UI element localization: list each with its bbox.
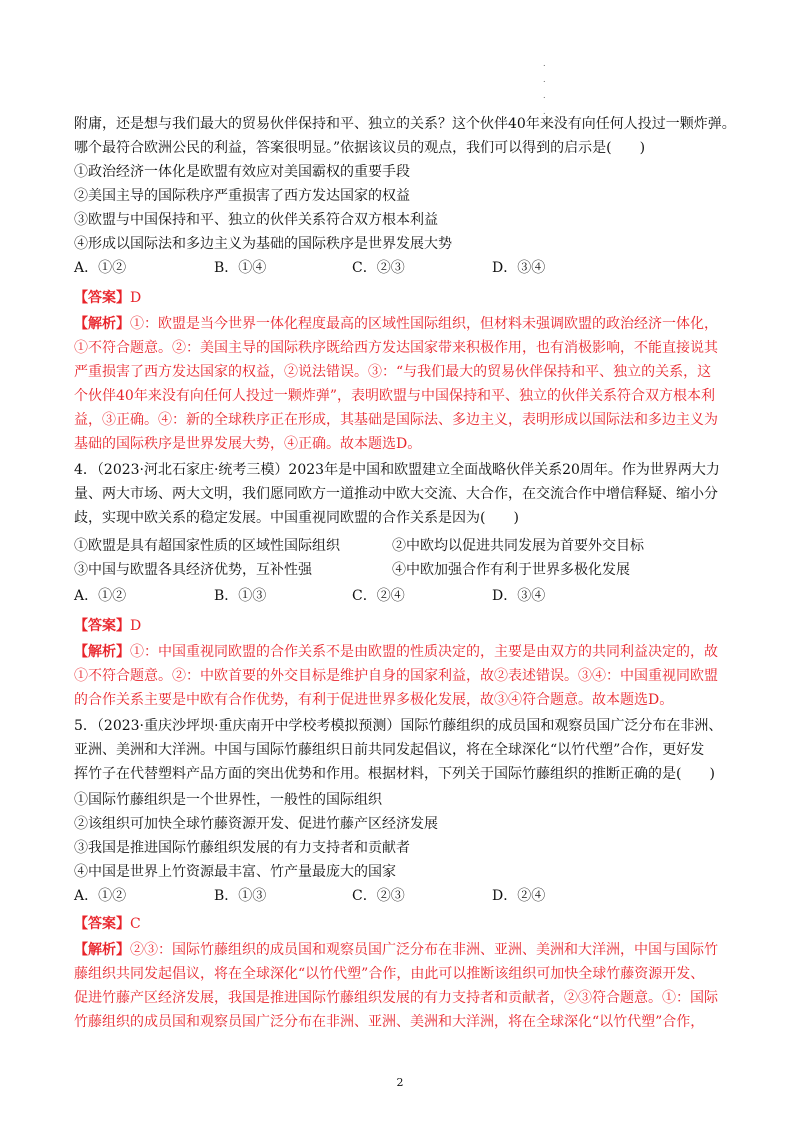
analysis-line: ①不符合题意。②：中欧首要的外交目标是维护自身的国家利益，故②表述错误。③④：中国重视同欧盟 bbox=[74, 668, 718, 684]
statement: ②中欧均以促进共同发展为首要外交目标 bbox=[392, 538, 644, 554]
stem-line: 附庸，还是想与我们最大的贸易伙伴保持和平、独立的关系？这个伙伴40年来没有向任何人投过一颗炸弹。 bbox=[74, 116, 736, 132]
analysis-line bbox=[74, 640, 718, 664]
stem-line: 5．（2023·重庆沙坪坝·重庆南开中学校考模拟预测）国际竹藤组织的成员国和观察员国广泛分布在非洲、 bbox=[74, 718, 723, 734]
analysis-line: ①不符合题意。②：美国主导的国际秩序既给西方发达国家带来积极作用，也有消极影响，不能直接说其 bbox=[74, 340, 718, 356]
analysis-text: ①：欧盟是当今世界一体化程度最高的区域性国际组织，但材料未强调欧盟的政治经济一体化， bbox=[130, 316, 718, 332]
option-c: C．②③ bbox=[352, 888, 405, 904]
option-d: D．②④ bbox=[492, 888, 546, 904]
analysis-label: 【解析】 bbox=[74, 316, 130, 332]
answer-line bbox=[74, 286, 141, 310]
stem-line: 亚洲、美洲和大洋洲。中国与国际竹藤组织日前共同发起倡议，将在全球深化“以竹代塑”合作，更好发 bbox=[74, 742, 705, 758]
analysis-text: ②③：国际竹藤组织的成员国和观察员国广泛分布在非洲、亚洲、美洲和大洋洲，中国与国际竹 bbox=[130, 942, 718, 958]
analysis-line bbox=[74, 938, 718, 962]
answer-label: 【答案】 bbox=[74, 290, 130, 306]
statement: ①国际竹藤组织是一个世界性，一般性的国际组织 bbox=[74, 792, 382, 808]
stem-line: 量、两大市场、两大文明，我们愿同欧方一道推动中欧大交流、大合作，在交流合作中增信释疑、缩小分 bbox=[74, 486, 718, 502]
analysis-line: 的合作关系主要是中欧有合作优势，有利于促进世界多极化发展，故③④符合题意。故本题选D。 bbox=[74, 692, 674, 708]
option-b: B．①③ bbox=[214, 588, 267, 604]
option-a: A．①② bbox=[74, 888, 127, 904]
analysis-line: 竹藤组织的成员国和观察员国广泛分布在非洲、亚洲、美洲和大洋洲，将在全球深化“以竹代塑”合作， bbox=[74, 1014, 705, 1030]
stem-line: 4．（2023·河北石家庄·统考三模）2023年是中国和欧盟建立全面战略伙伴关系20周年。作为世界两大力 bbox=[74, 462, 720, 478]
option-b: B．①③ bbox=[214, 888, 267, 904]
statement: ③中国与欧盟各具经济优势，互补性强 bbox=[74, 562, 312, 578]
option-d: D．③④ bbox=[492, 588, 546, 604]
analysis-text: ①：中国重视同欧盟的合作关系不是由欧盟的性质决定的，主要是由双方的共同利益决定的，故 bbox=[130, 644, 718, 660]
analysis-label: 【解析】 bbox=[74, 644, 130, 660]
analysis-line: 严重损害了西方发达国家的权益，②说法错误。③：“与我们最大的贸易伙伴保持和平、独立的关系，这 bbox=[74, 364, 712, 380]
statement: ④中国是世界上竹资源最丰富、竹产量最庞大的国家 bbox=[74, 864, 396, 880]
stem-line: 哪个最符合欧洲公民的利益，答案很明显。”依据该议员的观点，我们可以得到的启示是( ) bbox=[74, 140, 646, 156]
statement: ④中欧加强合作有利于世界多极化发展 bbox=[392, 562, 630, 578]
analysis-line bbox=[74, 312, 718, 336]
stem-line: 挥竹子在代替塑料产品方面的突出优势和作用。根据材料，下列关于国际竹藤组织的推断正确的是( ) bbox=[74, 766, 715, 782]
option-c: C．②④ bbox=[352, 588, 405, 604]
statement: ④形成以国际法和多边主义为基础的国际秩序是世界发展大势 bbox=[74, 236, 452, 252]
option-b: B．①④ bbox=[214, 260, 267, 276]
statement: ③欧盟与中国保持和平、独立的伙伴关系符合双方根本利益 bbox=[74, 212, 438, 228]
option-a: A．①② bbox=[74, 588, 127, 604]
stem-line: 歧，实现中欧关系的稳定发展。中国重视同欧盟的合作关系是因为( ) bbox=[74, 510, 519, 526]
option-d: D．③④ bbox=[492, 260, 546, 276]
header-dots: . . . . bbox=[543, 59, 546, 116]
answer-line bbox=[74, 912, 141, 936]
analysis-line: 基础的国际秩序是世界发展大势，④正确。故本题选D。 bbox=[74, 436, 422, 452]
statement: ②美国主导的国际秩序严重损害了西方发达国家的权益 bbox=[74, 188, 410, 204]
answer-label: 【答案】 bbox=[74, 618, 130, 634]
analysis-line: 个伙伴40年来没有向任何人投过一颗炸弹”，表明欧盟与中国保持和平、独立的伙伴关系符合双方根本利 bbox=[74, 388, 715, 404]
analysis-line: 益，③正确。④：新的全球秩序正在形成，其基础是国际法、多边主义，表明形成以国际法和多边主义为 bbox=[74, 412, 718, 428]
answer-value: D bbox=[130, 290, 142, 306]
statement: ③我国是推进国际竹藤组织发展的有力支持者和贡献者 bbox=[74, 840, 410, 856]
answer-label: 【答案】 bbox=[74, 916, 130, 932]
answer-value: C bbox=[130, 916, 141, 932]
answer-value: D bbox=[130, 618, 142, 634]
option-a: A．①② bbox=[74, 260, 127, 276]
option-c: C．②③ bbox=[352, 260, 405, 276]
analysis-line: 藤组织共同发起倡议，将在全球深化“以竹代塑”合作，由此可以推断该组织可加快全球竹藤资源开发、 bbox=[74, 966, 705, 982]
statement: ②该组织可加快全球竹藤资源开发、促进竹藤产区经济发展 bbox=[74, 816, 438, 832]
page-number: 2 bbox=[396, 1076, 404, 1089]
statement: ①欧盟是具有超国家性质的区域性国际组织 bbox=[74, 538, 340, 554]
analysis-label: 【解析】 bbox=[74, 942, 130, 958]
analysis-line: 促进竹藤产区经济发展，我国是推进国际竹藤组织发展的有力支持者和贡献者，②③符合题意。①：国际 bbox=[74, 990, 718, 1006]
answer-line bbox=[74, 614, 141, 638]
statement: ①政治经济一体化是欧盟有效应对美国霸权的重要手段 bbox=[74, 164, 410, 180]
